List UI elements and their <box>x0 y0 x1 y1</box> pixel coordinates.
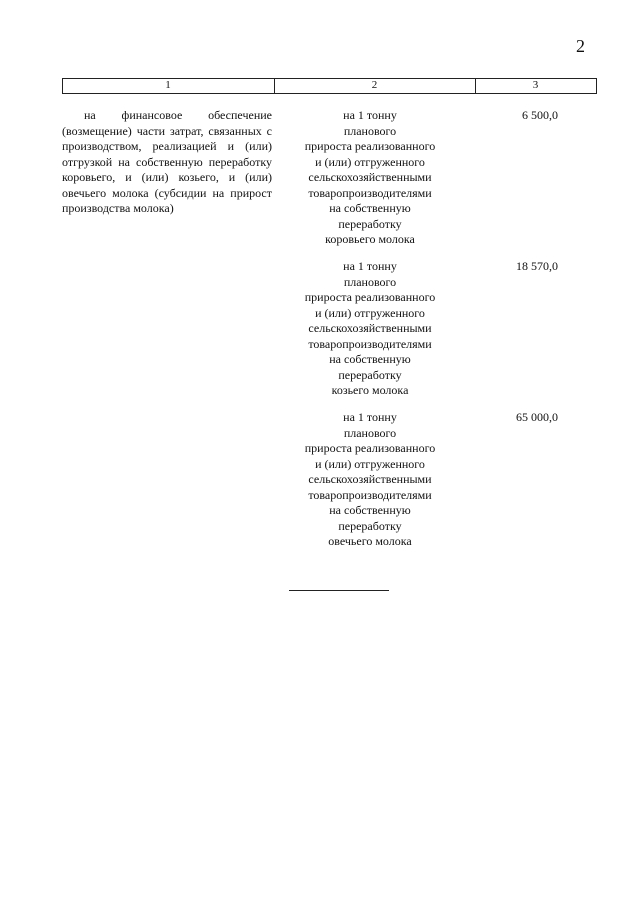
page-number: 2 <box>576 36 585 56</box>
header-border-right <box>596 78 597 93</box>
end-of-table-rule <box>289 590 389 591</box>
header-col-2: 2 <box>371 79 378 91</box>
subsidy-description-text: на финансовое обеспечение (возмещение) части затрат, связанных с производством, реализацией и (или) отгрузкой на собственную переработку коровьего, и (или) козьего, и (или) овечьего молока (субсидии на прирост производства молока) <box>62 108 272 215</box>
row-1-rate: 6 500,0 <box>522 108 558 122</box>
header-col-1: 1 <box>165 79 171 91</box>
subsidy-description <box>62 108 272 217</box>
header-col-3: 3 <box>532 79 539 91</box>
row-2-unit: на 1 тонну планового прироста реализованного и (или) отгруженного сельскохозяйственными товаропроизводителями на собственную переработку козьего молока <box>304 259 436 397</box>
header-rule-bottom <box>62 93 597 94</box>
row-3-rate: 65 000,0 <box>516 410 558 424</box>
row-2-rate: 18 570,0 <box>516 259 558 273</box>
row-3-unit: на 1 тонну планового прироста реализованного и (или) отгруженного сельскохозяйственными товаропроизводителями на собственную переработку овечьего молока <box>304 410 436 548</box>
row-1-unit: на 1 тонну планового прироста реализованного и (или) отгруженного сельскохозяйственными товаропроизводителями на собственную переработку коровьего молока <box>304 108 436 246</box>
